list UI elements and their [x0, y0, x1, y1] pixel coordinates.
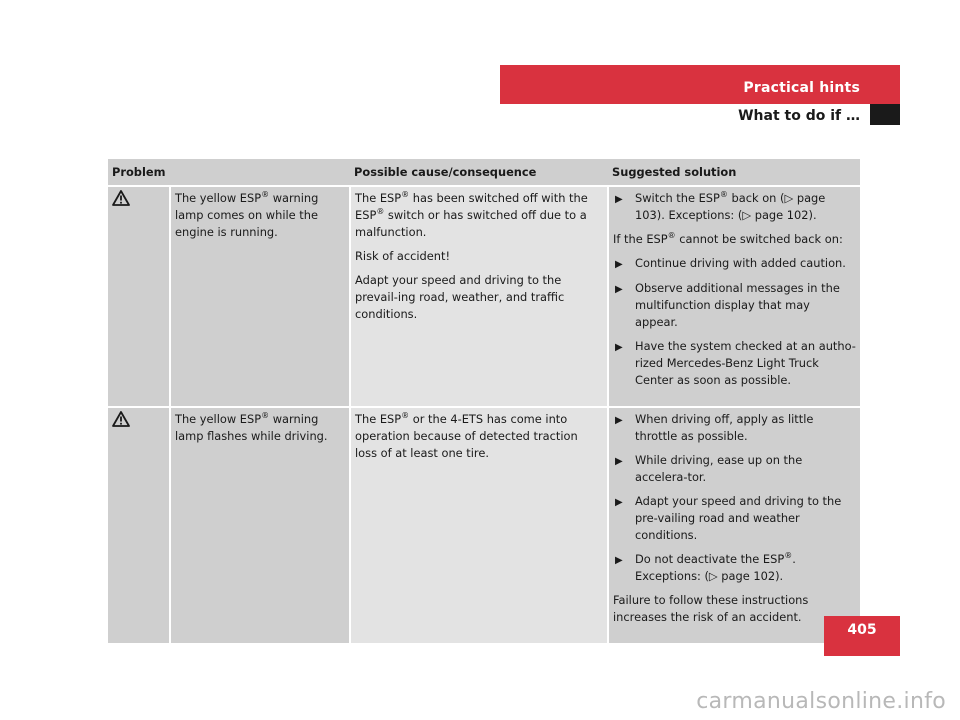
problem-icon-cell: [108, 186, 170, 407]
bullet-arrow-icon: ▶: [615, 259, 623, 270]
cause-text: The ESP® or the 4-ETS has come into operation because of detected traction loss of at least one tire.: [350, 407, 608, 644]
warning-triangle-icon: [112, 190, 130, 211]
list-item: ▶ Continue driving with added caution.: [613, 255, 856, 273]
header-problem: Problem: [108, 159, 350, 186]
list-item: ▶ When driving off, apply as little throttle as possible.: [615, 412, 814, 443]
problem-icon-cell: [108, 407, 170, 644]
watermark-text: carmanualsonline.info: [696, 689, 946, 714]
table-header-row: [108, 159, 860, 186]
warning-triangle-icon: [112, 411, 130, 432]
bullet-arrow-icon: ▶: [615, 194, 623, 205]
problem-text: The yellow ESP® warning lamp flashes while driving.: [170, 407, 350, 644]
list-item: ▶ Do not deactivate the ESP®. Exceptions: (▷ page 102).: [615, 551, 796, 583]
bullet-arrow-icon: ▶: [615, 415, 623, 426]
bullet-arrow-icon: ▶: [615, 456, 623, 467]
bullet-arrow-icon: ▶: [615, 555, 623, 566]
cause-text: The ESP® has been switched off with the ESP® switch or has switched off due to a malfunction. Risk of accident! Adapt your speed and driving to the prevail-ing road, weather, and traffic conditions.: [350, 186, 608, 407]
list-item: ▶ Observe additional messages in the multifunction display that may appear.: [615, 281, 840, 329]
list-item: ▶ Switch the ESP® back on (▷ page 103). Exceptions: (▷ page 102).: [615, 190, 826, 222]
list-item: ▶ While driving, ease up on the accelera-tor.: [615, 453, 803, 484]
solution-text: ▶ When driving off, apply as little throttle as possible. ▶ While driving, ease up on the accelera-tor. ▶ Adapt your speed and driving to the pre-vailing road and weather conditions. ▶ Do not deactivate the ESP®. Exceptions: (▷ page 102). Failure to follow these instructions increases the risk of an accident.: [608, 407, 860, 644]
troubleshooting-table: [108, 159, 860, 645]
table-row: [108, 186, 860, 407]
bullet-arrow-icon: ▶: [615, 342, 623, 353]
list-item: ▶ Adapt your speed and driving to the pre-vailing road and weather conditions.: [615, 494, 842, 542]
solution-text: ▶ Switch the ESP® back on (▷ page 103). Exceptions: (▷ page 102). If the ESP® cannot be switched back on: ▶ Continue driving with added caution. ▶ Observe additional messages in the multifunction display that may appear. ▶ Have the system checked at an autho-rized Mercedes-Benz Light Truck Center as soon as possible.: [608, 186, 860, 407]
section-title: Practical hints: [743, 80, 860, 96]
header-solution: Suggested solution: [608, 159, 860, 186]
bullet-arrow-icon: ▶: [615, 284, 623, 295]
bullet-arrow-icon: ▶: [615, 497, 623, 508]
thumb-tab: [870, 104, 900, 125]
subsection-title: What to do if …: [738, 108, 860, 124]
list-item: ▶ Have the system checked at an autho-rized Mercedes-Benz Light Truck Center as soon as possible.: [615, 339, 856, 387]
problem-text: The yellow ESP® warning lamp comes on while the engine is running.: [170, 186, 350, 407]
page-number: 405: [824, 616, 900, 656]
header-cause: Possible cause/consequence: [350, 159, 608, 186]
table-row: [108, 407, 860, 644]
